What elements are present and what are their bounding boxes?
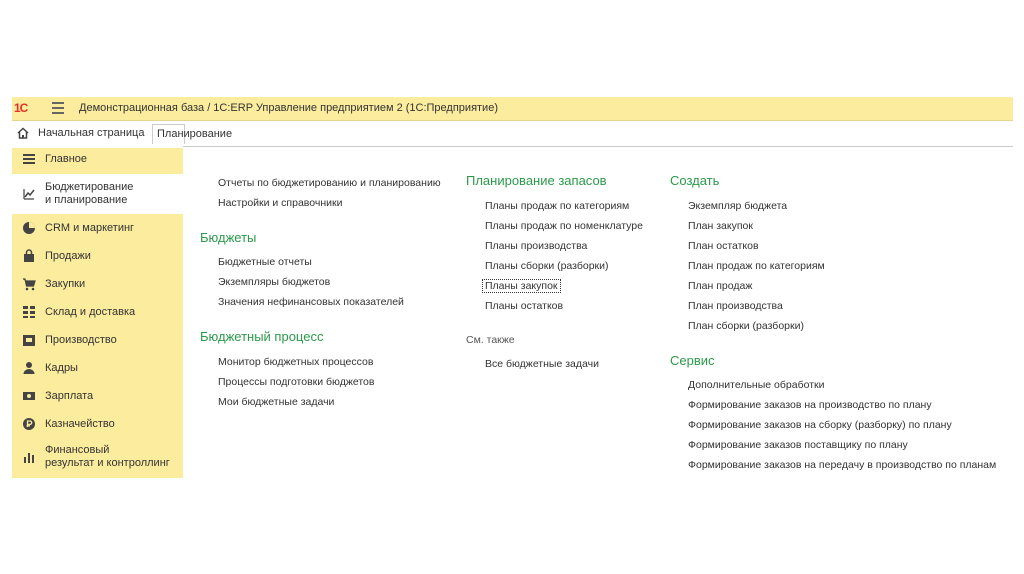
link-stock-plans[interactable]: Планы остатков [485, 300, 564, 312]
sidebar-item-label: Главное [45, 152, 88, 165]
home-icon [16, 126, 30, 140]
tab-home-label: Начальная страница [38, 127, 145, 139]
see-also-label: См. также [466, 334, 515, 346]
tab-planning-label: Планирование [157, 128, 233, 140]
sidebar-item-crm[interactable] [12, 218, 183, 238]
sidebar-item-salary[interactable] [12, 386, 183, 406]
link-process-monitor[interactable]: Монитор бюджетных процессов [218, 356, 374, 368]
link-settings-catalogs[interactable]: Настройки и справочники [218, 197, 343, 209]
budget-chart-icon [22, 187, 36, 201]
sidebar-item-label: Финансовый результат и контроллинг [45, 444, 170, 469]
cart-icon [22, 277, 36, 291]
sidebar-item-label: Склад и доставка [45, 305, 136, 318]
hamburger-menu-icon[interactable] [52, 102, 64, 114]
link-production-orders-by-plan[interactable]: Формирование заказов на производство по плану [688, 399, 932, 411]
sidebar [12, 148, 183, 478]
sidebar-item-label: Закупки [45, 277, 86, 290]
sidebar-item-treasury[interactable] [12, 414, 183, 434]
pie-chart-icon [22, 221, 36, 235]
title-bar [12, 97, 1013, 121]
sidebar-item-label: Кадры [45, 361, 78, 374]
section-budgets-title: Бюджеты [200, 230, 257, 245]
shopping-bag-icon [22, 249, 36, 263]
link-my-budget-tasks[interactable]: Мои бюджетные задачи [218, 396, 335, 408]
tab-divider [183, 146, 1013, 147]
link-supplier-orders-by-plan[interactable]: Формирование заказов поставщику по плану [688, 439, 908, 451]
money-icon [22, 389, 36, 403]
link-create-sales-plan[interactable]: План продаж [688, 280, 753, 292]
link-sales-plans-by-item[interactable]: Планы продаж по номенклатуре [485, 220, 643, 232]
sidebar-item-label: Бюджетирование и планирование [45, 181, 134, 206]
link-sales-plans-by-category[interactable]: Планы продаж по категориям [485, 200, 630, 212]
bar-chart-icon [22, 450, 36, 464]
sidebar-item-sales[interactable] [12, 246, 183, 266]
tab-planning[interactable] [152, 124, 233, 144]
link-create-stock-plan[interactable]: План остатков [688, 240, 759, 252]
link-production-plans[interactable]: Планы производства [485, 240, 588, 252]
link-budget-instances[interactable]: Экземпляры бюджетов [218, 276, 331, 288]
link-create-sales-plan-by-category[interactable]: План продаж по категориям [688, 260, 825, 272]
sidebar-item-budgeting[interactable] [12, 174, 183, 214]
window-title: Демонстрационная база / 1С:ERP Управление предприятием 2 (1С:Предприятие) [79, 102, 498, 114]
sidebar-item-purchases[interactable] [12, 274, 183, 294]
section-budget-process-title: Бюджетный процесс [200, 329, 324, 344]
factory-icon [22, 333, 36, 347]
sidebar-item-production[interactable] [12, 330, 183, 350]
sidebar-item-label: Производство [45, 333, 117, 346]
link-assembly-orders-by-plan[interactable]: Формирование заказов на сборку (разборку) по плану [688, 419, 952, 431]
coin-icon [22, 417, 36, 431]
link-create-purchase-plan[interactable]: План закупок [688, 220, 753, 232]
link-assembly-plans[interactable]: Планы сборки (разборки) [485, 260, 609, 272]
person-icon [22, 361, 36, 375]
1c-logo: 1С [14, 101, 28, 115]
tab-bar [12, 121, 1013, 146]
sidebar-item-main[interactable] [12, 148, 183, 170]
content-panel [183, 148, 1013, 478]
grid-icon [22, 305, 36, 319]
sidebar-item-hr[interactable] [12, 358, 183, 378]
sidebar-item-finance[interactable] [12, 442, 183, 472]
app-window [12, 97, 1013, 478]
link-additional-processing[interactable]: Дополнительные обработки [688, 379, 825, 391]
sidebar-item-label: CRM и маркетинг [45, 221, 135, 234]
link-nonfinancial-values[interactable]: Значения нефинансовых показателей [218, 296, 404, 308]
section-inventory-planning-title: Планирование запасов [466, 173, 607, 188]
link-budget-reports-planning[interactable]: Отчеты по бюджетированию и планированию [218, 177, 441, 189]
section-service-title: Сервис [670, 353, 715, 368]
link-transfer-orders-by-plans[interactable]: Формирование заказов на передачу в производство по планам [688, 459, 997, 471]
section-create-title: Создать [670, 173, 720, 188]
sidebar-item-warehouse[interactable] [12, 302, 183, 322]
link-create-budget-instance[interactable]: Экземпляр бюджета [688, 200, 788, 212]
link-purchase-plans[interactable]: Планы закупок [485, 280, 558, 292]
menu-icon [22, 152, 36, 166]
link-all-budget-tasks[interactable]: Все бюджетные задачи [485, 358, 599, 370]
link-create-production-plan[interactable]: План производства [688, 300, 783, 312]
sidebar-item-label: Зарплата [45, 389, 94, 402]
tab-home[interactable] [12, 121, 150, 145]
link-preparation-processes[interactable]: Процессы подготовки бюджетов [218, 376, 375, 388]
link-budget-reports[interactable]: Бюджетные отчеты [218, 256, 312, 268]
link-create-assembly-plan[interactable]: План сборки (разборки) [688, 320, 804, 332]
sidebar-item-label: Казначейство [45, 417, 115, 430]
sidebar-item-label: Продажи [45, 249, 91, 262]
